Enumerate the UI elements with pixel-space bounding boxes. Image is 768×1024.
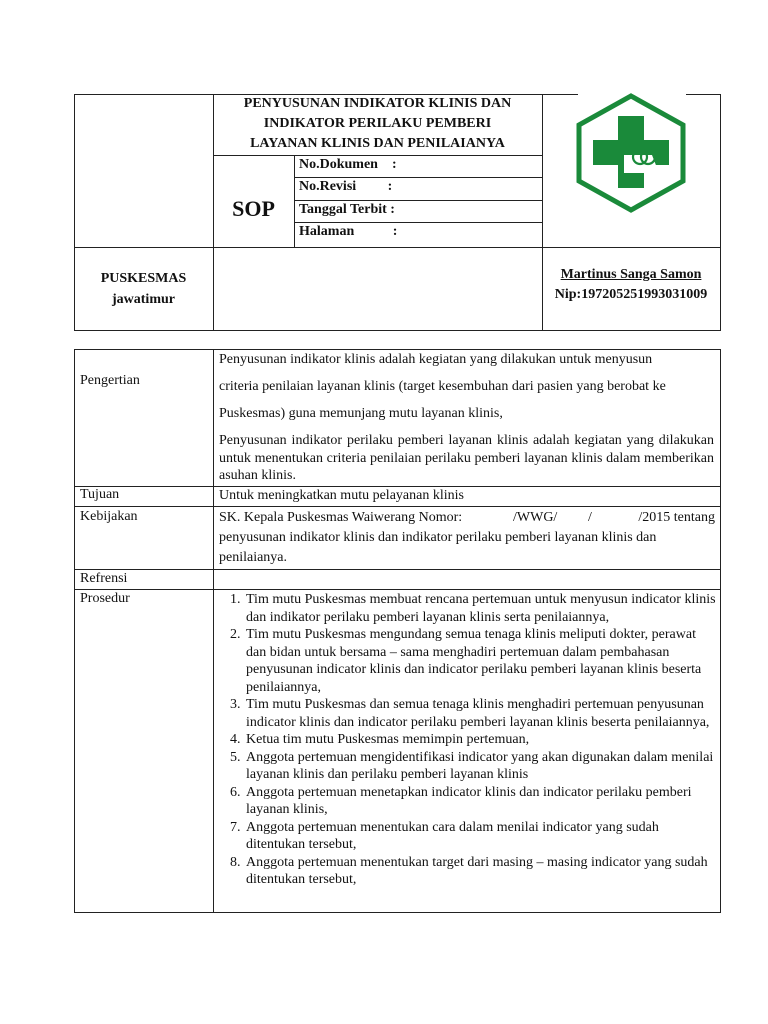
pengertian-line-2: criteria penilaian layanan klinis (target kesembuhan dari pasien yang berobat ke: [219, 379, 666, 394]
organization-line-1: PUSKESMAS: [100, 271, 187, 286]
kebijakan-line-2: penyusunan indikator klinis dan indikator perilaku pemberi layanan klinis dan: [219, 530, 657, 545]
kebijakan-sk-text: SK. Kepala Puskesmas Waiwerang Nomor:: [219, 510, 463, 525]
prosedur-step: 3. Tim mutu Puskesmas dan semua tenaga klinis menghadiri pertemuan penyusunan indicator klinis dan indicator perilaku pemberi layanan klinis beserta penilaiannya,: [244, 696, 716, 731]
prosedur-step: 1. Tim mutu Puskesmas membuat rencana pertemuan untuk menyusun indicator klinis dan indikator perilaku pemberi layanan klinis serta penilaiannya,: [244, 591, 716, 626]
kebijakan-slash: /: [588, 510, 592, 525]
pengertian-line-3: Puskesmas) guna memunjang mutu layanan klinis,: [219, 406, 503, 421]
body-top-border: [74, 349, 721, 350]
header-mid-border: [74, 247, 721, 248]
organization-name: [74, 268, 213, 310]
organization-line-2: jawatimur: [112, 292, 175, 307]
header-right-border: [720, 94, 721, 330]
prosedur-step: 6. Anggota pertemuan menetapkan indicator klinis dan indicator perilaku pemberi layanan klinis,: [244, 784, 716, 819]
meta-row-line-3: [294, 222, 542, 223]
tujuan-label: Tujuan: [80, 487, 120, 502]
refrensi-label: Refrensi: [80, 571, 128, 586]
header-top-border-right: [686, 94, 721, 95]
kebijakan-label: Kebijakan: [80, 509, 138, 524]
meta-row-line-2: [294, 200, 542, 201]
halaman-label: Halaman :: [299, 224, 398, 239]
title-bottom-border: [213, 155, 542, 156]
meta-divider: [294, 155, 295, 247]
kebijakan-line-3: penilaianya.: [219, 550, 288, 565]
document-title: [213, 94, 542, 155]
prosedur-step: 2. Tim mutu Puskesmas mengundang semua tenaga klinis meliputi dokter, perawat dan bidan untuk bersama – sama menghadiri pertemuan dalam pembahasan penyusunan indicator klinis dan indicator perilaku pemberi layanan klinis beserta penilaiannya,: [244, 626, 716, 696]
pengertian-line-1: Penyusunan indikator klinis adalah kegiatan yang dilakukan untuk menyusun: [219, 352, 653, 367]
meta-row-line-1: [294, 177, 542, 178]
prosedur-step: 7. Anggota pertemuan menentukan cara dalam menilai indicator yang sudah ditentukan tersebut,: [244, 819, 716, 854]
document-title-line: PENYUSUNAN INDIKATOR KLINIS DAN: [243, 96, 512, 111]
tujuan-text: Untuk meningkatkan mutu pelayanan klinis: [219, 488, 464, 503]
signatory-name: Martinus Sanga Samon: [560, 267, 702, 282]
body-right-border: [720, 349, 721, 913]
pengertian-paragraph-2: Penyusunan indikator perilaku pemberi layanan klinis adalah kegiatan yang dilakukan untuk menentukan criteria penilaian perilaku pemberi layanan klinis dalam memberikan asuhan klinis.: [219, 433, 714, 483]
prosedur-label: Prosedur: [80, 591, 130, 606]
puskesmas-logo-icon: [576, 91, 686, 213]
kebijakan-year: /2015 tentang: [638, 510, 715, 525]
signatory-nip: Nip:197205251993031009: [554, 287, 708, 302]
row-line-refrensi: [74, 589, 721, 590]
document-title-line: LAYANAN KLINIS DAN PENILAIANYA: [250, 136, 505, 151]
prosedur-list: [214, 591, 716, 889]
prosedur-step: 5. Anggota pertemuan mengidentifikasi indicator yang akan digunakan dalam menilai layanan klinis dan perilaku pemberi layanan klinis: [244, 749, 716, 784]
prosedur-step: 4. Ketua tim mutu Puskesmas memimpin pertemuan,: [244, 731, 716, 749]
document-title-line: INDIKATOR PERILAKU PEMBERI: [263, 116, 492, 131]
pengertian-label: Pengertian: [80, 373, 140, 388]
row-line-kebijakan: [74, 569, 721, 570]
body-bottom-border: [74, 912, 721, 913]
no-revisi-label: No.Revisi :: [299, 179, 393, 194]
signatory-block: [542, 265, 720, 305]
row-line-tujuan: [74, 506, 721, 507]
sop-label: SOP: [232, 196, 275, 221]
body-left-border: [74, 349, 75, 913]
prosedur-step: 8. Anggota pertemuan menentukan target dari masing – masing indicator yang sudah ditentukan tersebut,: [244, 854, 716, 889]
tanggal-terbit-label: Tanggal Terbit :: [299, 202, 395, 217]
kebijakan-line-1: [219, 509, 715, 527]
header-bottom-border: [74, 330, 721, 331]
no-dokumen-label: No.Dokumen :: [299, 157, 397, 172]
kebijakan-wwg: /WWG/: [513, 510, 558, 525]
prosedur-steps: [214, 591, 716, 889]
